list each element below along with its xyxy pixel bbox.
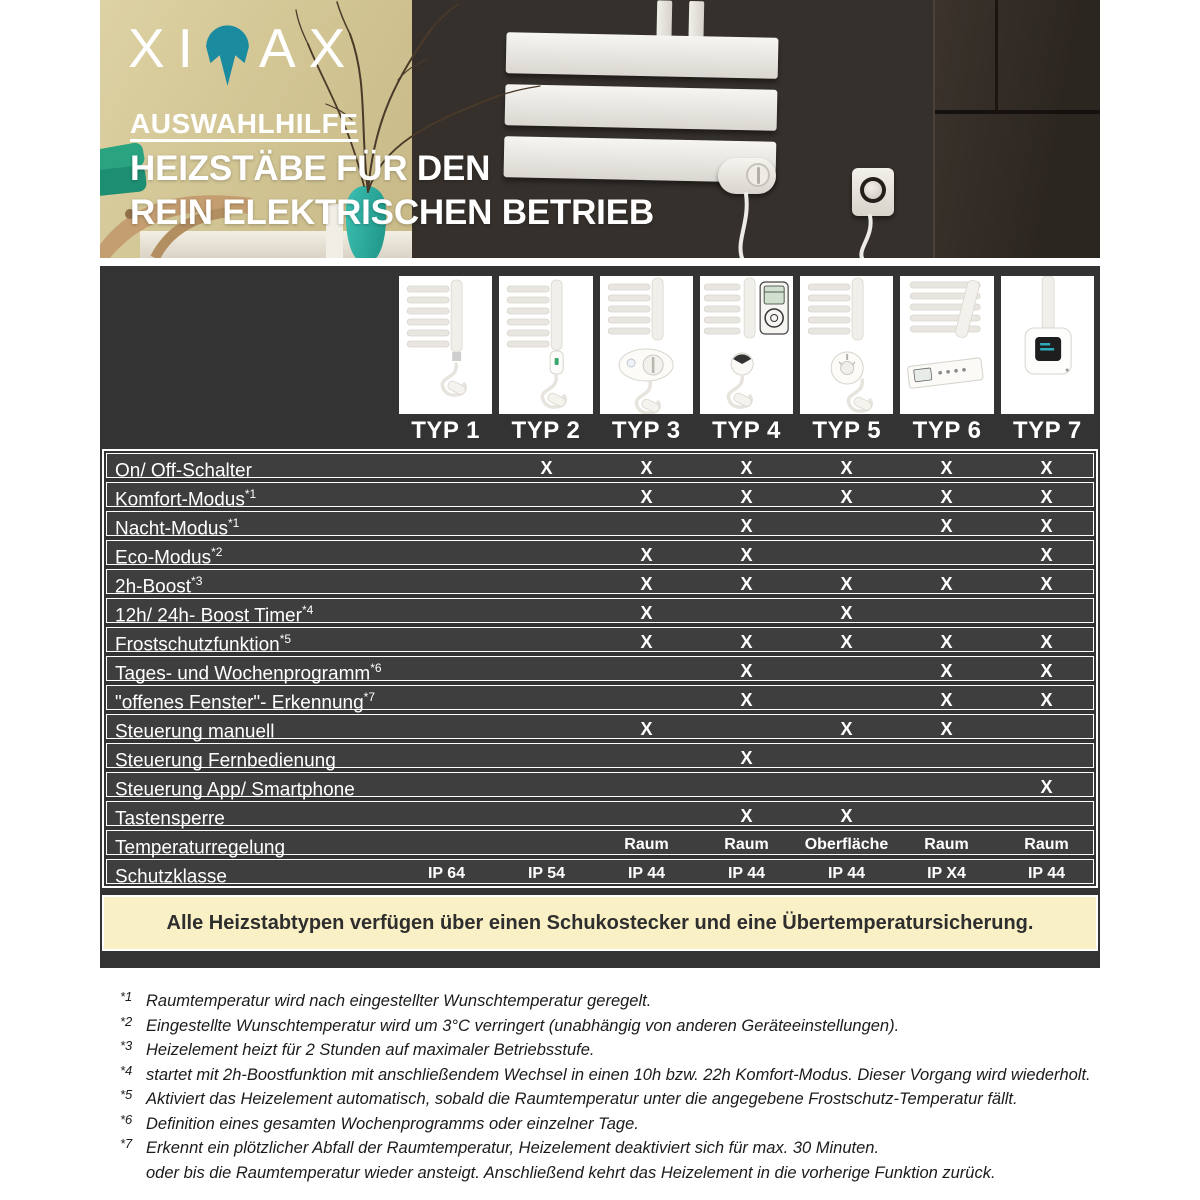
footnote-text: Raumtemperatur wird nach eingestellter Wunschtemperatur geregelt. <box>146 992 652 1010</box>
row-label <box>107 512 393 540</box>
table-row <box>106 714 1094 743</box>
cell-typ-5: X <box>840 602 853 623</box>
row-label-text: 2h-Boost <box>115 576 192 598</box>
typ-label: TYP 4 <box>712 417 781 444</box>
hero-eyebrow: AUSWAHLHILFE <box>130 108 359 139</box>
table-row <box>106 598 1094 627</box>
row-label-footnote-marker: *3 <box>191 574 203 588</box>
cell-typ-5: Oberfläche <box>804 836 889 854</box>
cell-typ-5: X <box>840 805 853 826</box>
cell-typ-3: Raum <box>624 836 669 854</box>
cell-typ-4: X <box>740 805 753 826</box>
row-label-text: Temperaturregelung <box>115 837 286 859</box>
typ-label: TYP 7 <box>1012 417 1082 444</box>
footnote-marker: *7 <box>120 1136 133 1151</box>
table-row <box>106 801 1094 830</box>
column-typ-1 <box>399 276 492 444</box>
cell-typ-5: X <box>840 457 853 478</box>
column-typ-6 <box>900 276 993 444</box>
footnote-text: oder bis die Raumtemperatur wieder ansteigt. Anschließend kehrt das Heizelement in die vorherige Funktion zurück. <box>146 1163 996 1182</box>
cell-typ-7: IP 44 <box>1027 865 1066 883</box>
row-label <box>107 570 393 598</box>
row-label <box>107 483 393 511</box>
footnote-line <box>120 1062 1120 1085</box>
cell-typ-4: IP 44 <box>727 865 766 883</box>
row-label <box>107 541 393 569</box>
cell-typ-7: X <box>1040 660 1053 681</box>
row-label-footnote-marker: *1 <box>228 516 240 530</box>
hero-banner <box>100 0 1100 258</box>
footnote-text: Aktiviert das Heizelement automatisch, sobald die Raumtemperatur unter die angegebene Frostschutz-Temperatur fällt. <box>146 1090 1018 1108</box>
cell-typ-4: X <box>740 515 753 536</box>
comparison-table <box>100 266 1100 968</box>
table-row <box>106 685 1094 714</box>
footnote-line <box>120 1087 1120 1109</box>
footnotes <box>120 989 1120 1188</box>
table-row <box>106 482 1094 511</box>
row-label <box>107 715 393 743</box>
footnote-text: startet mit 2h-Boostfunktion mit anschließendem Wechsel in einen 10h bzw. 22h Komfort-Modus. Dieser Vorgang wird wiederholt. <box>146 1065 1091 1084</box>
table-row <box>106 511 1094 540</box>
row-label <box>107 802 393 830</box>
ximax-m-logo-icon <box>204 20 251 92</box>
typ-label: TYP 2 <box>511 417 581 444</box>
footnote-marker: *3 <box>120 1038 133 1053</box>
cell-typ-6: X <box>940 457 953 478</box>
header-label-spacer <box>106 276 392 444</box>
cell-typ-7: X <box>1040 486 1053 507</box>
cell-typ-4: X <box>740 660 753 681</box>
row-label <box>107 773 393 801</box>
cell-typ-7: X <box>1040 573 1053 594</box>
cell-typ-6: X <box>940 689 953 710</box>
row-label-text: Komfort-Modus <box>115 489 245 511</box>
cell-typ-2: X <box>540 457 553 478</box>
row-label-text: Nacht-Modus <box>115 518 228 540</box>
integrated-control-panel-icon <box>900 276 993 414</box>
footnote-marker: *4 <box>120 1062 133 1078</box>
cell-typ-4: X <box>740 486 753 507</box>
row-label-footnote-marker: *4 <box>301 603 314 617</box>
row-label-text: Frostschutzfunktion <box>115 634 280 656</box>
row-label-footnote-marker: *7 <box>363 690 376 704</box>
row-label <box>107 744 393 772</box>
row-label-text: On/ Off-Schalter <box>115 460 252 482</box>
table-row <box>106 627 1094 656</box>
footnote-text: Heizelement heizt für 2 Stunden auf maximaler Betriebsstufe. <box>146 1041 595 1059</box>
cell-typ-5: IP 44 <box>827 865 866 883</box>
cell-typ-5: X <box>840 486 853 507</box>
row-label-text: Eco-Modus <box>115 547 212 569</box>
cell-typ-3: X <box>640 631 653 652</box>
cell-typ-6: IP X4 <box>927 865 966 883</box>
row-label-footnote-marker: *6 <box>370 661 382 675</box>
row-label <box>107 860 393 888</box>
typ-label: TYP 3 <box>611 417 681 444</box>
brand-logo <box>128 16 358 92</box>
cell-typ-2: IP 54 <box>527 865 566 883</box>
row-label-text: "offenes Fenster"- Erkennung <box>115 692 364 714</box>
column-typ-4 <box>700 276 793 444</box>
cell-typ-7: X <box>1040 544 1053 565</box>
row-label-text: 12h/ 24h- Boost Timer <box>115 605 302 627</box>
footnote-text: Erkennt ein plötzlicher Abfall der Raumtemperatur, Heizelement deaktiviert sich für max. 30 Minuten. <box>146 1139 880 1157</box>
cell-typ-6: Raum <box>924 836 969 854</box>
cell-typ-7: X <box>1040 776 1053 797</box>
thermostat-dial-icon <box>600 276 693 414</box>
cell-typ-4: X <box>740 689 753 710</box>
cell-typ-5: X <box>840 718 853 739</box>
hero-title-line1: HEIZSTÄBE FÜR DEN <box>130 149 491 188</box>
cell-typ-6: X <box>940 486 953 507</box>
column-typ-7 <box>1001 276 1094 444</box>
note-text: Alle Heizstabtypen verfügen über einen Schukostecker und eine Übertemperatursicherung. <box>166 911 1034 934</box>
cell-typ-7: Raum <box>1024 836 1069 854</box>
cell-typ-6: X <box>940 573 953 594</box>
cell-typ-6: X <box>940 515 953 536</box>
cell-typ-3: X <box>640 602 653 623</box>
cell-typ-7: X <box>1040 631 1053 652</box>
table-row <box>106 656 1094 685</box>
brand-text-right: AX <box>258 17 359 79</box>
cell-typ-5: X <box>840 631 853 652</box>
feature-rows <box>102 449 1098 888</box>
cell-typ-6: X <box>940 631 953 652</box>
typ-label: TYP 1 <box>411 417 481 444</box>
cell-typ-4: X <box>740 457 753 478</box>
cell-typ-6: X <box>940 718 953 739</box>
footnote-text: Eingestellte Wunschtemperatur wird um 3°C verringert (unabhängig von anderen Geräteeinstellungen). <box>146 1016 900 1035</box>
row-label <box>107 686 393 714</box>
row-label-text: Tages- und Wochenprogramm <box>115 663 371 685</box>
footnote-marker: *5 <box>120 1087 133 1102</box>
heating-element-cable-icon <box>399 276 492 414</box>
smart-control-box-icon <box>1001 276 1094 414</box>
row-label-footnote-marker: *5 <box>279 632 292 646</box>
footnote-line <box>120 1038 1120 1060</box>
row-label <box>107 657 393 685</box>
hero-title-line2: REIN ELEKTRISCHEN BETRIEB <box>130 193 654 232</box>
table-row <box>106 453 1094 482</box>
cell-typ-3: X <box>640 573 653 594</box>
row-label-text: Tastensperre <box>115 808 225 830</box>
note-banner <box>102 895 1098 951</box>
cell-typ-4: X <box>740 631 753 652</box>
cell-typ-7: X <box>1040 457 1053 478</box>
cell-typ-6: X <box>940 660 953 681</box>
footnote-marker: *6 <box>120 1111 133 1127</box>
cell-typ-1: IP 64 <box>427 865 466 883</box>
cell-typ-4: X <box>740 544 753 565</box>
brand-text-left: XI <box>128 17 206 79</box>
table-header <box>106 276 1094 444</box>
footnote-line <box>120 1111 1120 1134</box>
row-label <box>107 831 393 859</box>
footnote-marker: *2 <box>120 1013 133 1029</box>
table-row <box>106 743 1094 772</box>
cell-typ-4: X <box>740 747 753 768</box>
cell-typ-7: X <box>1040 515 1053 536</box>
column-typ-3 <box>600 276 693 444</box>
row-label <box>107 599 393 627</box>
column-typ-2 <box>499 276 592 444</box>
table-row <box>106 859 1094 888</box>
remote-control-icon <box>700 276 793 414</box>
cell-typ-7: X <box>1040 689 1053 710</box>
thermostat-knob-icon <box>800 276 893 414</box>
cell-typ-3: X <box>640 544 653 565</box>
cell-typ-3: IP 44 <box>627 865 666 883</box>
column-typ-5 <box>800 276 893 444</box>
table-row <box>106 569 1094 598</box>
cell-typ-3: X <box>640 457 653 478</box>
row-label-text: Steuerung manuell <box>115 721 275 743</box>
row-label <box>107 628 393 656</box>
footnote-line <box>120 1164 1120 1183</box>
typ-label: TYP 6 <box>912 417 982 444</box>
footnote-marker: *1 <box>120 989 133 1004</box>
row-label-footnote-marker: *1 <box>244 487 257 501</box>
heating-element-switch-icon <box>499 276 592 414</box>
cell-typ-5: X <box>840 573 853 594</box>
footnote-line <box>120 1013 1120 1036</box>
row-label-text: Steuerung App/ Smartphone <box>115 779 355 801</box>
table-row <box>106 540 1094 569</box>
row-label-text: Steuerung Fernbedienung <box>115 750 336 772</box>
cell-typ-4: Raum <box>724 836 769 854</box>
footnote-line <box>120 989 1120 1011</box>
row-label-footnote-marker: *2 <box>211 545 223 559</box>
footnote-text: Definition eines gesamten Wochenprogramms oder einzelner Tage. <box>146 1114 639 1133</box>
cell-typ-3: X <box>640 486 653 507</box>
table-row <box>106 830 1094 859</box>
row-label-text: Schutzklasse <box>115 866 227 888</box>
typ-label: TYP 5 <box>812 417 882 444</box>
cell-typ-3: X <box>640 718 653 739</box>
cell-typ-4: X <box>740 573 753 594</box>
row-label <box>107 454 393 482</box>
table-row <box>106 772 1094 801</box>
footnote-line <box>120 1136 1120 1158</box>
